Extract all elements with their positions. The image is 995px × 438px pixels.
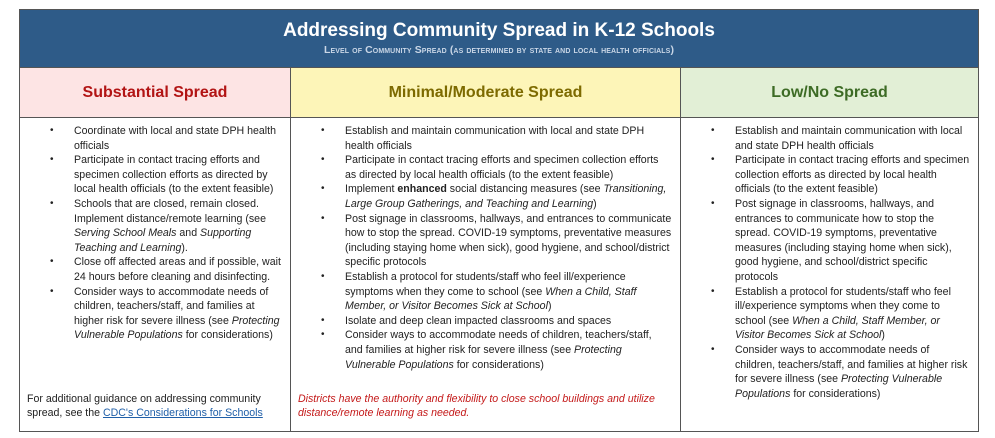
- item-text: and: [176, 227, 201, 240]
- bullet-icon: •: [711, 197, 715, 209]
- bullet-icon: •: [711, 154, 715, 166]
- reference-text: Transitioning, Large Group Gatherings, and Teaching and Learning: [345, 183, 667, 210]
- columns: [20, 68, 978, 431]
- item-text: Establish a protocol for students/staff who feel ill/experience symptoms when they come to school (see: [735, 285, 951, 327]
- reference-text: Supporting Teaching and Learning: [74, 227, 252, 254]
- bullet-icon: •: [50, 285, 54, 297]
- list-item: [291, 212, 680, 270]
- footnote-text: For additional guidance on addressing community spread, see the: [27, 392, 261, 420]
- bullet-icon: •: [321, 125, 325, 136]
- item-text: Establish and maintain communication with local and state DPH health officials: [345, 125, 645, 152]
- bullet-icon: •: [50, 125, 54, 136]
- list-item: [681, 343, 978, 401]
- item-text: Participate in contact tracing efforts and specimen collection efforts as directed by local health officials (to the extent feasible): [735, 154, 970, 196]
- bullet-list: [291, 118, 680, 372]
- item-text: Consider ways to accommodate needs of children, teachers/staff, and families at higher risk for severe illness (see: [345, 329, 652, 356]
- list-item: [291, 182, 680, 211]
- item-text: Establish a protocol for students/staff who feel ill/experience symptoms when they come to school (see: [345, 270, 626, 298]
- list-item: [20, 285, 290, 343]
- list-item: [20, 153, 290, 197]
- bullet-icon: •: [711, 125, 715, 136]
- list-item: [291, 124, 680, 153]
- item-text: for considerations): [182, 329, 273, 342]
- list-item: [291, 270, 680, 314]
- list-item: [20, 255, 290, 284]
- column-minimal-moderate-spread: [291, 68, 681, 431]
- column-heading: Minimal/Moderate Spread: [291, 68, 680, 118]
- item-text: Establish and maintain communication with local and state DPH health officials: [735, 125, 963, 152]
- bullet-icon: •: [50, 256, 54, 268]
- cdc-considerations-link[interactable]: CDC's Considerations for Schools: [102, 407, 263, 420]
- column-low-no-spread: [681, 68, 978, 431]
- bullet-icon: •: [321, 314, 325, 326]
- bullet-list: [20, 118, 290, 343]
- list-item: [681, 285, 978, 343]
- item-text: Consider ways to accommodate needs of children, teachers/staff, and families at higher risk for severe illness (see: [735, 343, 968, 386]
- bullet-icon: •: [50, 154, 54, 166]
- reference-text: When a Child, Staff Member, or Visitor Becomes Sick at School: [345, 285, 637, 313]
- reference-text: Serving School Meals: [74, 227, 177, 240]
- item-text: ): [593, 197, 597, 210]
- item-text: Schools that are closed, remain closed. Implement distance/remote learning (see: [74, 197, 266, 225]
- list-item: [681, 197, 978, 285]
- bullet-icon: •: [321, 154, 325, 166]
- item-text: Participate in contact tracing efforts and specimen collection efforts as directed by local health officials (to the extent feasible): [74, 154, 274, 196]
- item-text: ).: [181, 241, 188, 254]
- item-text: for considerations): [790, 387, 881, 400]
- item-text: Consider ways to accommodate needs of children, teachers/staff, and families at higher risk for severe illness (see: [74, 285, 269, 327]
- item-text: Post signage in classrooms, hallways, and entrances to communicate how to stop the spread. COVID-19 symptoms, preventative measures (including staying home when sick), good hygiene, and school/district specific protocols: [735, 197, 952, 283]
- column-heading: Low/No Spread: [681, 68, 978, 118]
- reference-text: When a Child, Staff Member, or Visitor Becomes Sick at School: [735, 314, 940, 342]
- list-item: [681, 124, 978, 153]
- bullet-icon: •: [711, 285, 715, 297]
- column-heading: Substantial Spread: [20, 68, 290, 118]
- emphasis-text: enhanced: [397, 183, 447, 196]
- reference-text: Protecting Vulnerable Populations: [735, 373, 943, 400]
- table-header: [20, 10, 978, 68]
- community-spread-table: [19, 9, 979, 432]
- item-text: ): [881, 329, 885, 342]
- item-text: social distancing measures (see: [446, 183, 604, 196]
- bullet-icon: •: [711, 343, 715, 355]
- page-subtitle: Level of Community Spread (as determined by state and local health officials): [323, 44, 675, 56]
- bullet-icon: •: [321, 329, 325, 341]
- reference-text: Protecting Vulnerable Populations: [345, 343, 622, 371]
- reference-text: Protecting Vulnerable Populations: [74, 314, 280, 342]
- bullet-list: [681, 118, 978, 401]
- item-text: ): [547, 300, 552, 313]
- item-text: Post signage in classrooms, hallways, and entrances to communicate how to stop the spread. COVID-19 symptoms, preventative measures (including staying home when sick), good hygiene, and school/district specific protocols: [345, 212, 672, 269]
- list-item: [20, 197, 290, 255]
- district-authority-note: Districts have the authority and flexibility to close school buildings and utilize distance/remote learning as needed.: [298, 392, 655, 420]
- footnote: [27, 392, 282, 421]
- list-item: [291, 328, 680, 372]
- bullet-icon: •: [321, 183, 325, 195]
- item-text: Participate in contact tracing efforts and specimen collection efforts as directed by local health officials (to the extent feasible): [345, 154, 659, 181]
- list-item: [291, 153, 680, 182]
- item-text: for considerations): [453, 358, 544, 371]
- item-text: Isolate and deep clean impacted classrooms and spaces: [345, 314, 612, 327]
- list-item: [20, 124, 290, 153]
- item-text: Close off affected areas and if possible, wait 24 hours before cleaning and disinfecting.: [74, 256, 281, 283]
- bullet-icon: •: [321, 270, 325, 282]
- bullet-icon: •: [50, 197, 54, 209]
- item-text: Coordinate with local and state DPH health officials: [74, 125, 276, 152]
- item-text: Implement: [345, 183, 398, 196]
- list-item: [681, 153, 978, 197]
- column-substantial-spread: [20, 68, 291, 431]
- page-title: Addressing Community Spread in K-12 Schools: [283, 20, 715, 41]
- bullet-icon: •: [321, 212, 325, 224]
- list-item: [291, 314, 680, 329]
